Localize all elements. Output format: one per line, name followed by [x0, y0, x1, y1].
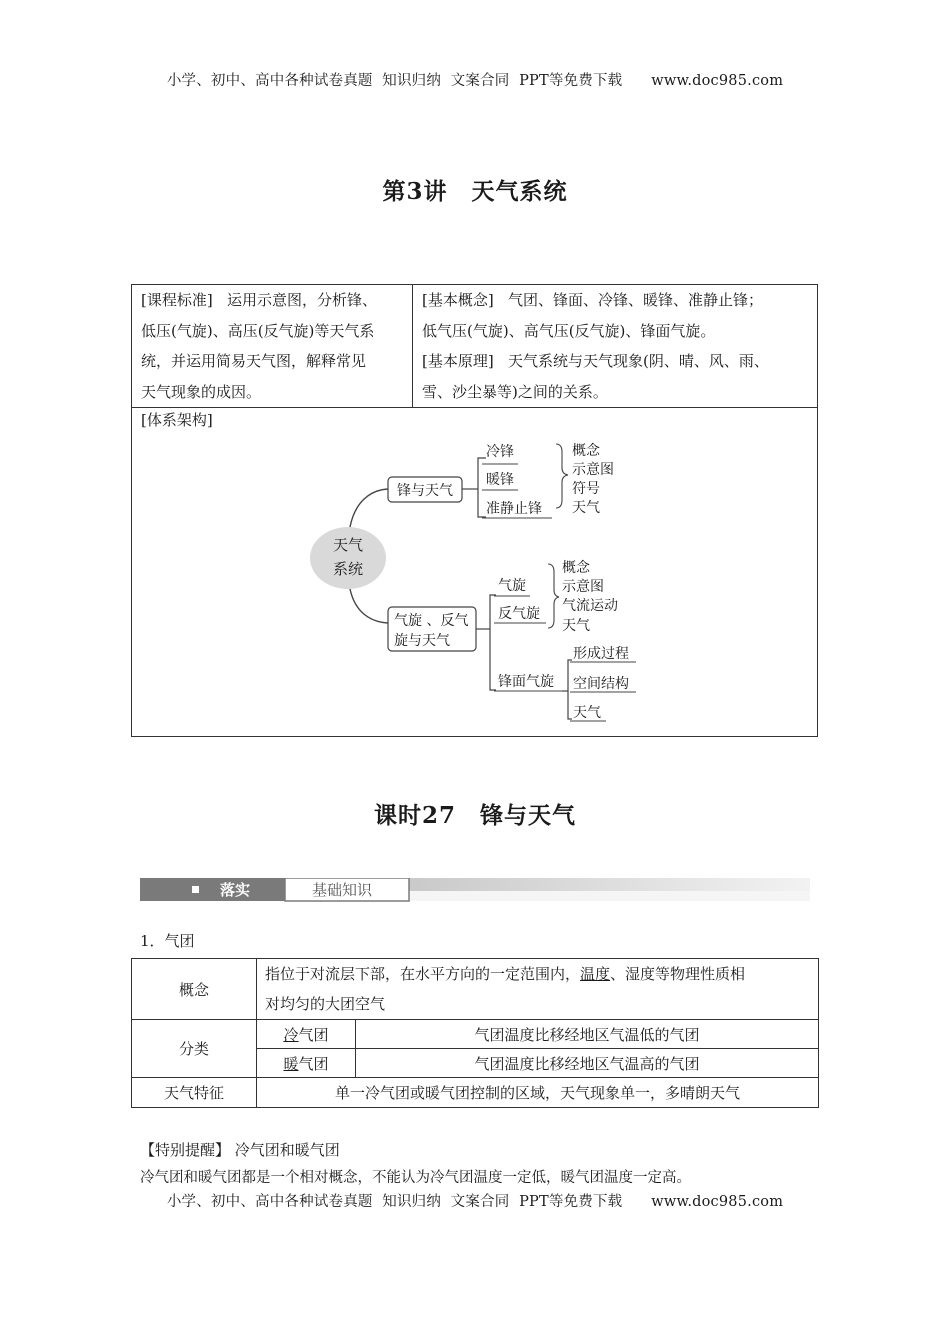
branch2-child-2: 反气旋: [498, 606, 540, 622]
tip-title: 冷气团和暖气团: [234, 1141, 340, 1159]
branch2-child3-leaf-3: 天气: [573, 705, 601, 721]
branch2-leaf-1: 概念: [562, 560, 590, 576]
branch2-child-3: 锋面气旋: [498, 674, 554, 690]
weather-label: 天气特征: [132, 1078, 257, 1108]
course-standard-line-2: 低压(气旋)、高压(反气旋)等天气系: [141, 321, 375, 340]
branch2-child-1: 气旋: [498, 578, 526, 594]
basic-principle-line-1: [基本原理] 天气系统与天气现象(阴、晴、风、雨、: [422, 352, 769, 370]
page-header: 小学、初中、高中各种试卷真题 知识归纳 文案合同 PPT等免费下载 www.doc985.com: [166, 73, 784, 89]
branch2-leaf-2: 示意图: [562, 579, 604, 595]
branch2-child3-leaf-2: 空间结构: [573, 676, 629, 692]
classify-label: 分类: [132, 1020, 257, 1078]
root-line-1: 天气: [332, 536, 364, 554]
structure-label: [体系架构]: [141, 411, 213, 429]
tip-label: 【特别提醒】: [140, 1141, 231, 1159]
special-tip: [140, 1139, 340, 1160]
section-bar: [140, 878, 810, 904]
weather-desc: 单一冷气团或暖气团控制的区域，天气现象单一，多晴朗天气: [257, 1078, 819, 1108]
branch1-leaf-2: 示意图: [572, 462, 614, 478]
branch1-child-2: 暖锋: [486, 472, 514, 488]
air-mass-table: [131, 958, 819, 1108]
branch1-leaf-4: 天气: [572, 500, 600, 516]
warm-air-mass-name: 暖气团: [257, 1049, 356, 1078]
basic-concepts-cell: [413, 285, 818, 408]
branch2-label-2: 旋与天气: [394, 633, 450, 649]
lesson-title: 课时27 锋与天气: [373, 802, 576, 829]
course-standard-line-1: [课程标准] 运用示意图，分析锋、: [141, 291, 378, 309]
branch2-leaf-4: 天气: [562, 618, 590, 634]
section-label: 基础知识: [312, 881, 373, 899]
branch1-leaf-3: 符号: [572, 481, 600, 497]
warm-air-mass-desc: 气团温度比移经地区气温高的气团: [356, 1049, 819, 1078]
basic-principle-line-2: 雪、沙尘暴等)之间的关系。: [422, 382, 608, 401]
basic-concept-line-1: [基本概念] 气团、锋面、冷锋、暖锋、准静止锋；: [422, 291, 764, 309]
branch1-child-1: 冷锋: [486, 444, 514, 460]
branch2-child3-leaf-1: 形成过程: [573, 646, 629, 662]
branch1-label: 锋与天气: [397, 483, 453, 499]
bullet-square-icon: [192, 886, 199, 893]
branch1-child-3: 准静止锋: [486, 501, 542, 517]
root-line-2: 系统: [332, 560, 364, 578]
cold-air-mass-name: 冷气团: [257, 1020, 356, 1049]
mind-map: [300, 432, 660, 732]
course-standard-line-4: 天气现象的成因。: [141, 382, 262, 401]
concept-text: 指位于对流层下部，在水平方向的一定范围内，温度、湿度等物理性质相 对均匀的大团空气: [257, 959, 819, 1020]
basic-concept-line-2: 低气压(气旋)、高气压(反气旋)、锋面气旋。: [422, 321, 716, 340]
concept-label: 概念: [132, 959, 257, 1020]
section-heading-air-mass: 1．气团: [140, 932, 195, 950]
branch2-label-1: 气旋 、反气: [394, 613, 469, 629]
branch2-leaf-3: 气流运动: [562, 598, 618, 614]
branch1-leaf-1: 概念: [572, 443, 600, 459]
page-footer: 小学、初中、高中各种试卷真题 知识归纳 文案合同 PPT等免费下载 www.doc985.com: [166, 1194, 784, 1210]
chapter-title: 第3讲 天气系统: [382, 178, 568, 205]
course-standard-line-3: 统，并运用简易天气图，解释常见: [141, 352, 367, 370]
tip-body: 冷气团和暖气团都是一个相对概念，不能认为冷气团温度一定低，暖气团温度一定高。: [140, 1170, 691, 1186]
section-tag: 落实: [220, 881, 251, 899]
course-standard-cell: [132, 285, 413, 408]
cold-air-mass-desc: 气团温度比移经地区气温低的气团: [356, 1020, 819, 1049]
